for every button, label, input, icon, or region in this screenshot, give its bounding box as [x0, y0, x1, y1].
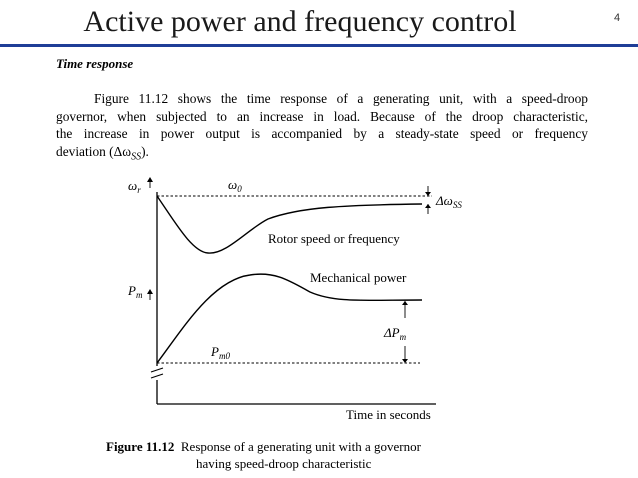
- caption-line-2: having speed-droop characteristic: [196, 456, 372, 471]
- paragraph-subscript: SS: [131, 151, 142, 163]
- omega-axis-arrowhead: [147, 177, 153, 182]
- slide-number: 4: [614, 12, 621, 24]
- delta-omega-ss-label: $\Delta\omega_{SS}$: [436, 193, 462, 210]
- x-axis-label: Time in seconds: [346, 407, 431, 422]
- delta-pm-arrowhead-top: [402, 301, 408, 305]
- slide-title: Active power and frequency control: [83, 5, 517, 38]
- axis-break-mark-1: [151, 368, 163, 372]
- caption-text-1: Response of a generating unit with a governor: [180, 439, 421, 454]
- axis-break-mark-2: [151, 374, 163, 378]
- mechanical-power-label: Mechanical power: [310, 270, 407, 285]
- delta-pm-arrowhead-bottom: [402, 359, 408, 363]
- paragraph-line-1: Figure 11.12 shows the time response of a generating unit, with a speed-droop: [94, 91, 588, 106]
- omega-r-label: $\omega_r$: [128, 178, 141, 195]
- paragraph-tail: ).: [141, 143, 149, 159]
- omega0-label: $\omega_0$: [228, 177, 242, 194]
- figure-caption: [106, 438, 421, 472]
- pm-axis-label: $P_m$: [128, 283, 143, 300]
- paragraph-line-4-text: deviation (Δω: [56, 143, 132, 159]
- pm-axis-arrowhead: [147, 289, 153, 294]
- mechanical-power-curve: [157, 274, 422, 363]
- caption-label: Figure 11.12: [106, 439, 175, 454]
- delta-omega-arrowhead-top: [425, 192, 431, 196]
- pm0-label: $P_{m0}$: [211, 344, 230, 361]
- paragraph-line-2: governor, when subjected to an increase in load. Because of the droop characteristic,: [56, 108, 588, 124]
- paragraph-line-3: the increase in power output is accompanied by a steady-state speed or frequency: [56, 126, 588, 141]
- delta-pm-label: $\Delta P_m$: [384, 325, 407, 342]
- rotor-speed-label: Rotor speed or frequency: [268, 231, 400, 246]
- delta-omega-arrowhead-bottom: [425, 204, 431, 208]
- section-heading: Time response: [56, 56, 134, 71]
- caption-line-1: [106, 439, 421, 454]
